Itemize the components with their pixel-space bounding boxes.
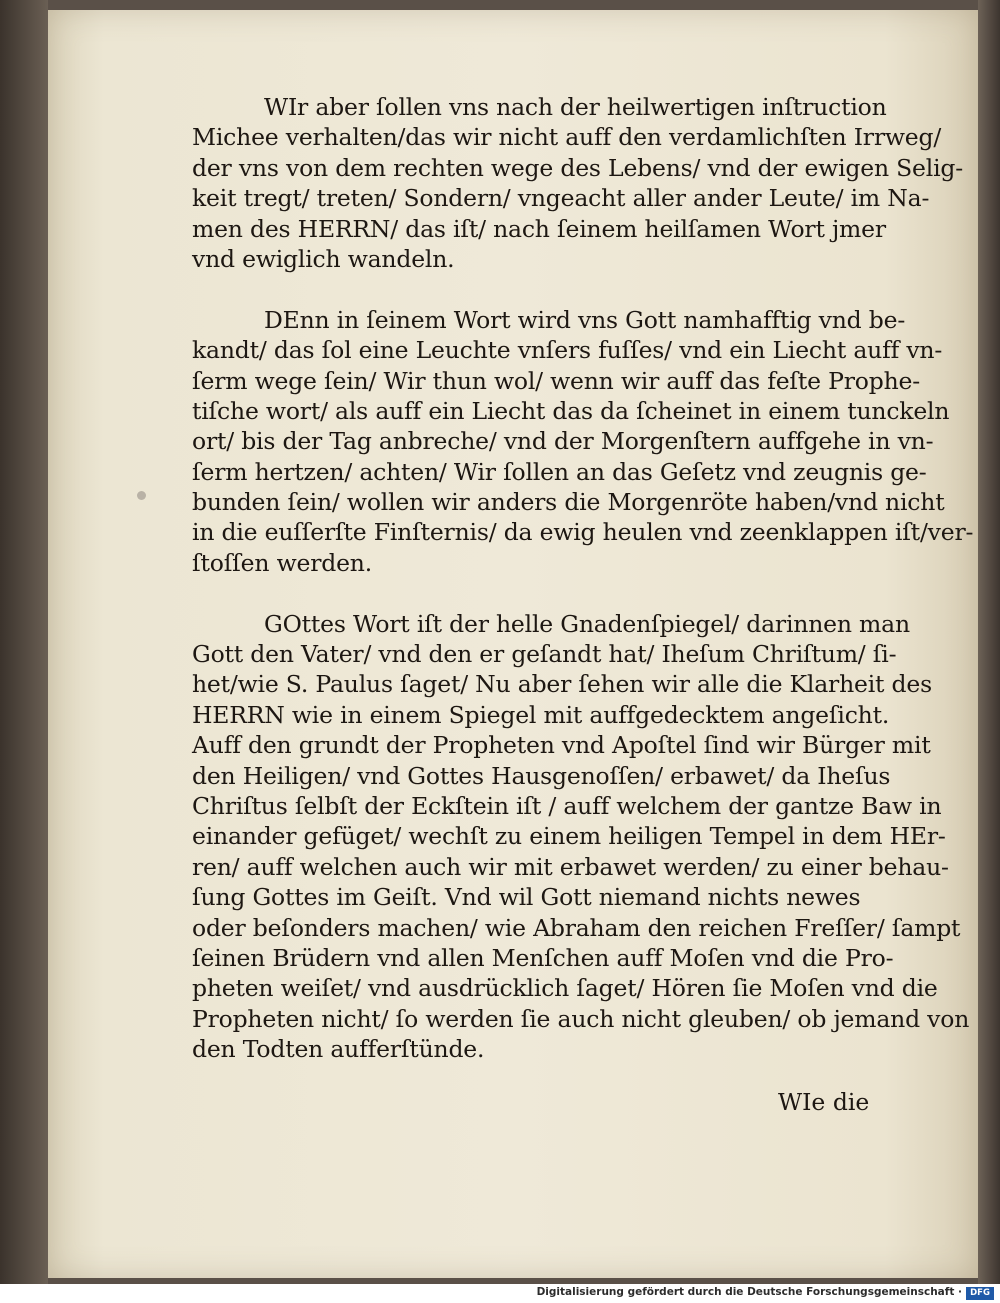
book-edge-left (0, 0, 48, 1290)
catchword: WIe die (778, 1088, 870, 1116)
text-line: pheten weiſet/ vnd ausdrücklich ſaget/ Hören ſie Moſen vnd die (192, 974, 938, 1003)
paper-spot (137, 491, 146, 500)
text-line: ſerm wege ſein/ Wir thun wol/ wenn wir auff das feſte Prophe- (192, 366, 920, 395)
text-line: tiſche wort/ als auff ein Liecht das da ſcheinet in einem tunckeln (192, 396, 950, 425)
text-line: Propheten nicht/ ſo werden ſie auch nicht gleuben/ ob jemand von (192, 1004, 970, 1033)
book-edge-right (978, 0, 1000, 1290)
text-line: ſtoſſen werden. (192, 548, 373, 577)
paragraph-1 (192, 92, 963, 274)
text-line: Chriſtus ſelbſt der Eckſtein iſt / auff welchem der gantze Baw in (192, 791, 942, 820)
text-line: Gott den Vater/ vnd den er geſandt hat/ Iheſum Chriſtum/ ſi- (192, 640, 897, 669)
text-line: DEnn in ſeinem Wort wird vns Gott namhafftig vnd be- (264, 305, 906, 334)
text-line: ſeinen Brüdern vnd allen Menſchen auff Moſen vnd die Pro- (192, 943, 894, 972)
text-line: in die euſſerſte Finſternis/ da ewig heulen vnd zeenklappen iſt/ver- (192, 518, 974, 547)
text-line: ren/ auff welchen auch wir mit erbawet werden/ zu einer behau- (192, 852, 949, 881)
text-line: den Heiligen/ vnd Gottes Hausgenoſſen/ erbawet/ da Iheſus (192, 761, 891, 790)
text-line: ort/ bis der Tag anbreche/ vnd der Morgenſtern auffgehe in vn- (192, 427, 934, 456)
text-line: der vns von dem rechten wege des Lebens/ vnd der ewigen Selig- (192, 153, 963, 182)
text-line: einander gefüget/ wechſt zu einem heiligen Tempel in dem HEr- (192, 822, 946, 851)
text-line: kandt/ das ſol eine Leuchte vnſers fuſſes/ vnd ein Liecht auff vn- (192, 336, 943, 365)
text-line: Auff den grundt der Propheten vnd Apoſtel ſind wir Bürger mit (192, 731, 931, 760)
text-line: ſung Gottes im Geiſt. Vnd wil Gott niemand nichts newes (192, 883, 861, 912)
text-line: WIr aber ſollen vns nach der heilwertigen inſtruction (264, 93, 887, 121)
paragraph-3 (192, 609, 970, 1065)
footer-credit: Digitalisierung gefördert durch die Deutsche Forschungsgemeinschaft · (536, 1286, 962, 1298)
text-line: het/wie S. Paulus ſaget/ Nu aber ſehen wir alle die Klarheit des (192, 670, 932, 699)
text-line: GOttes Wort iſt der helle Gnadenſpiegel/ darinnen man (264, 609, 910, 638)
text-line: vnd ewiglich wandeln. (192, 244, 455, 273)
text-line: oder beſonders machen/ wie Abraham den reichen Freſſer/ ſampt (192, 913, 961, 942)
text-line: keit tregt/ treten/ Sondern/ vngeacht aller ander Leute/ im Na- (192, 184, 930, 213)
text-line: den Todten aufferſtünde. (192, 1035, 485, 1064)
text-line: men des HERRN/ das iſt/ nach ſeinem heilſamen Wort jmer (192, 214, 886, 243)
text-line: ſerm hertzen/ achten/ Wir ſollen an das Geſetz vnd zeugnis ge- (192, 457, 927, 486)
text-line: HERRN wie in einem Spiegel mit auffgedecktem angeſicht. (192, 700, 890, 729)
text-line: bunden ſein/ wollen wir anders die Morgenröte haben/vnd nicht (192, 488, 945, 517)
text-line: Michee verhalten/das wir nicht auff den verdamlichſten Irrweg/ (192, 123, 942, 152)
paragraph-2 (192, 305, 974, 579)
page-text (192, 92, 974, 1095)
dfg-logo: DFG (966, 1287, 994, 1300)
